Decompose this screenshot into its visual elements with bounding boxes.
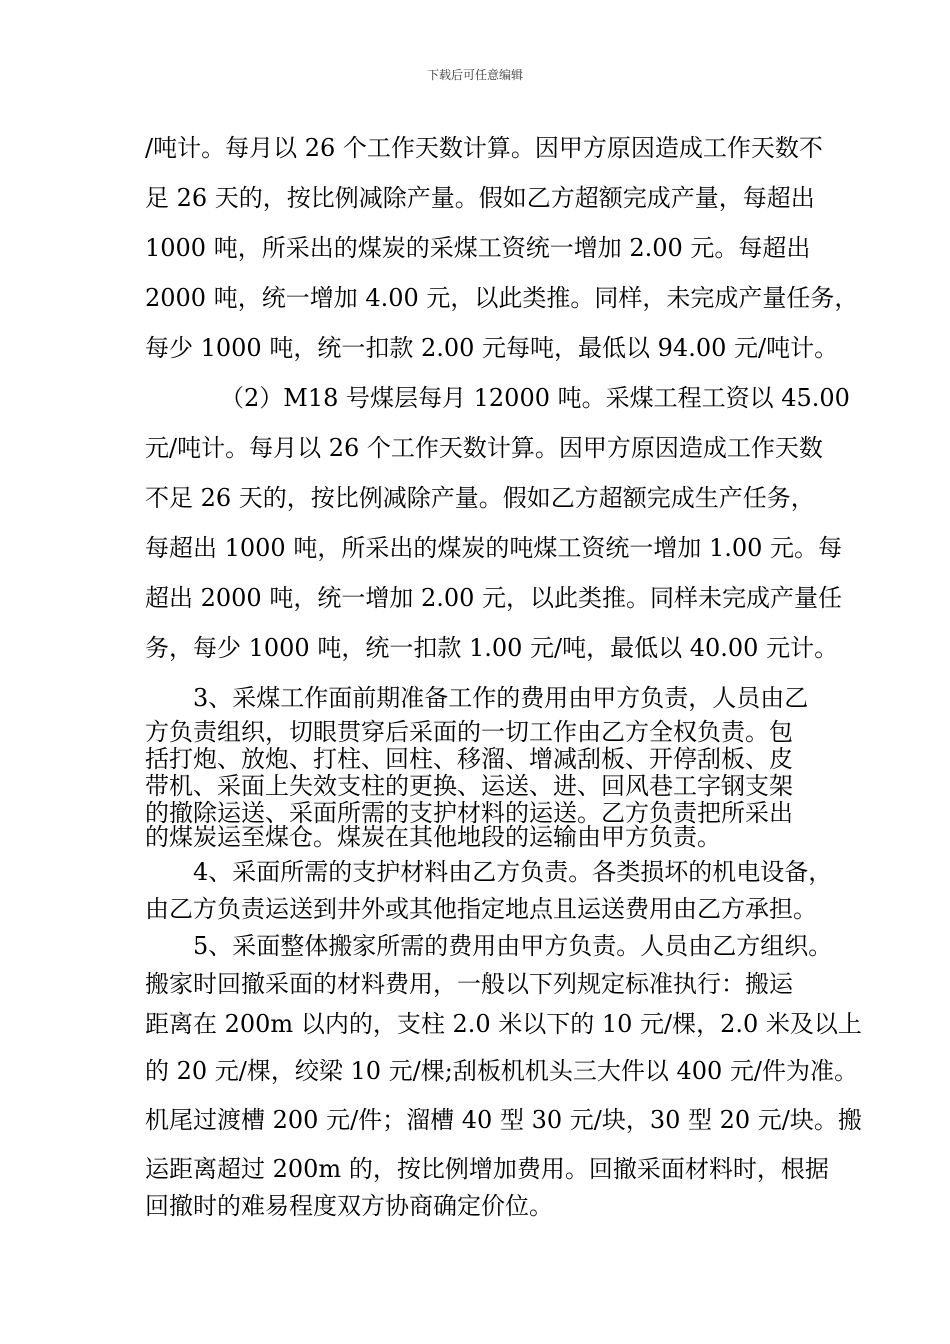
text-line: 4、采面所需的支护材料由乙方负责。各类损坏的机电设备， [193, 858, 833, 886]
text-line: 2000 吨，统一增加 4.00 元，以此类推。同样，未完成产量任务， [145, 284, 859, 312]
text-line: 5、采面整体搬家所需的费用由甲方负责。人员由乙方组织。 [193, 932, 833, 960]
text-line: 回撤时的难易程度双方协商确定价位。 [145, 1192, 553, 1220]
text-line: 1000 吨，所采出的煤炭的采煤工资统一增加 2.00 元。每超出 [145, 234, 811, 262]
text-line: 距离在 200m 以内的，支柱 2.0 米以下的 10 元/棵，2.0 米及以上 [145, 1010, 862, 1038]
text-line: （2）M18 号煤层每月 12000 吨。采煤工程工资以 45.00 [220, 384, 850, 412]
text-line: 务，每少 1000 吨，统一扣款 1.00 元/吨，最低以 40.00 元计。 [145, 634, 839, 662]
text-line: 由乙方负责运送到井外或其他指定地点且运送费用由乙方承担。 [145, 895, 817, 923]
text-line: 的 20 元/棵，绞梁 10 元/棵;刮板机机头三大件以 400 元/件为准。 [145, 1057, 859, 1085]
text-line: /吨计。每月以 26 个工作天数计算。因甲方原因造成工作天数不 [145, 134, 823, 162]
page-header: 下载后可任意编辑 [426, 68, 523, 82]
text-line: 括打炮、放炮、打柱、回柱、移溜、增减刮板、开停刮板、皮 [145, 745, 793, 773]
text-line: 机尾过渡槽 200 元/件；溜槽 40 型 30 元/块，30 型 20 元/块。搬 [145, 1106, 862, 1134]
text-line: 运距离超过 200m 的，按比例增加费用。回撤采面材料时，根据 [145, 1155, 829, 1183]
text-line: 方负责组织，切眼贯穿后采面的一切工作由乙方全权负责。包 [145, 718, 793, 746]
text-line: 不足 26 天的，按比例减除产量。假如乙方超额完成生产任务， [145, 484, 815, 512]
text-line: 的撤除运送、采面所需的支护材料的运送。乙方负责把所采出 [145, 799, 793, 827]
text-line: 超出 2000 吨，统一增加 2.00 元，以此类推。同样未完成产量任 [145, 584, 843, 612]
text-line: 3、采煤工作面前期准备工作的费用由甲方负责，人员由乙 [193, 684, 809, 712]
text-line: 每超出 1000 吨，所采出的煤炭的吨煤工资统一增加 1.00 元。每 [145, 534, 843, 562]
text-line: 每少 1000 吨，统一扣款 2.00 元每吨，最低以 94.00 元/吨计。 [145, 334, 839, 362]
text-line: 的煤炭运至煤仓。煤炭在其他地段的运输由甲方负责。 [145, 823, 721, 851]
text-line: 带机、采面上失效支柱的更换、运送、进、回风巷工字钢支架 [145, 772, 793, 800]
text-line: 元/吨计。每月以 26 个工作天数计算。因甲方原因造成工作天数 [145, 434, 823, 462]
text-line: 搬家时回撤采面的材料费用，一般以下列规定标准执行：搬运 [145, 970, 793, 998]
text-line: 足 26 天的，按比例减除产量。假如乙方超额完成产量，每超出 [145, 184, 815, 212]
